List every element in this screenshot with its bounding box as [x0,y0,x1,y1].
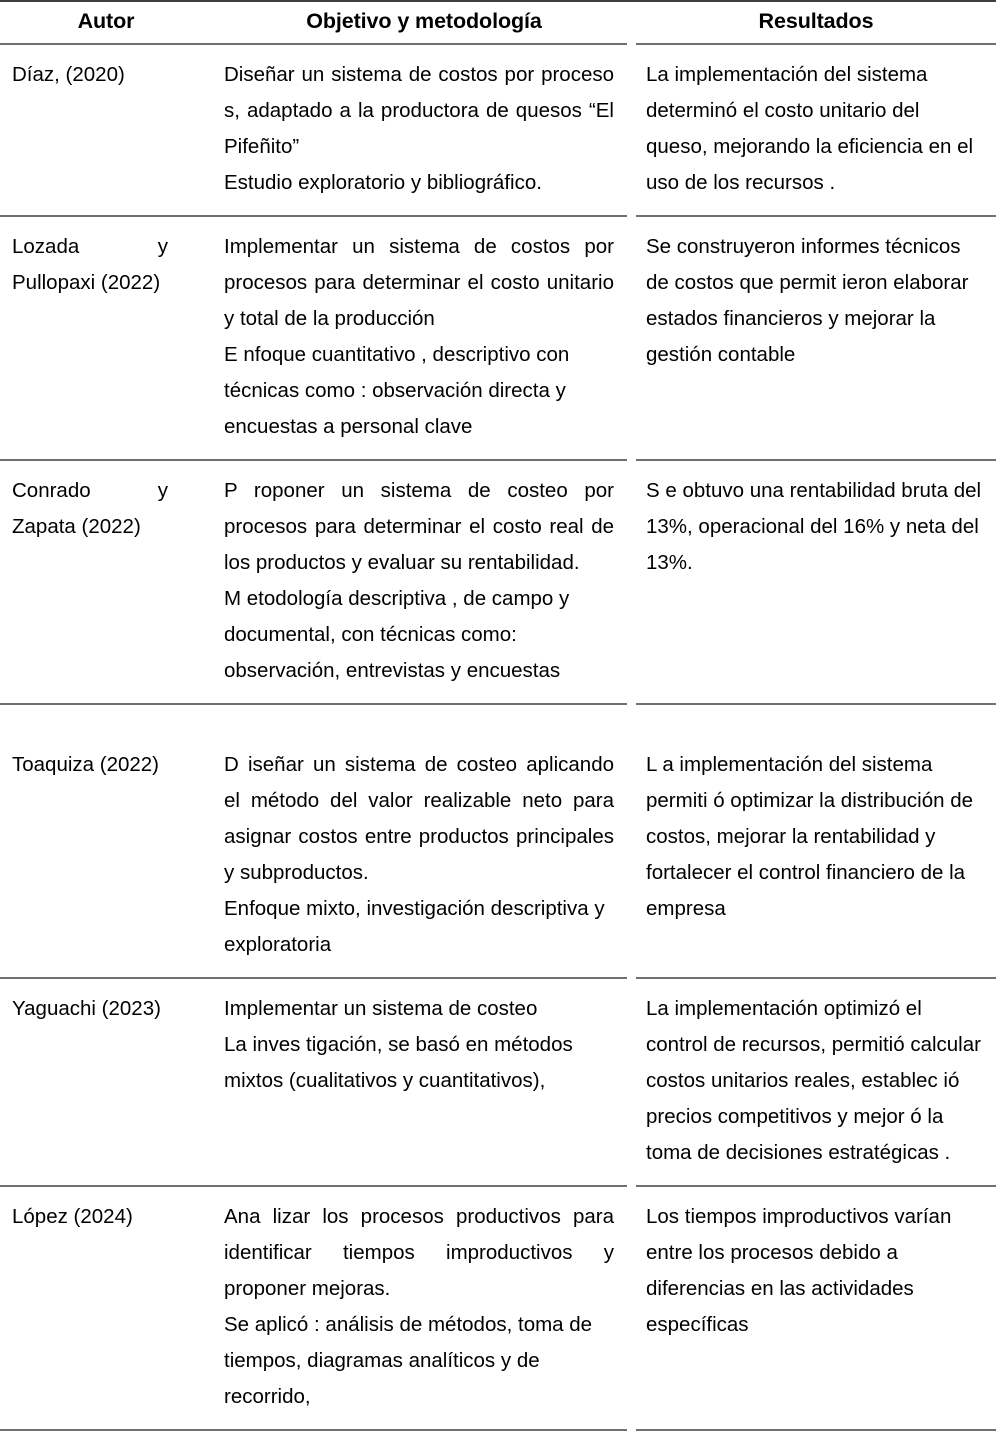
cell-author [0,460,212,704]
table-row [0,44,996,216]
table-row [0,978,996,1186]
results-text [636,45,996,215]
cell-author [0,704,212,978]
method-text [212,45,636,215]
author-text: Lozada y Pullopaxi (2022) [12,235,168,294]
cell-method [212,44,636,216]
method-paragraph: Se aplicó : análisis de métodos, toma de tiempos, diagramas analíticos y de recorrido, [224,1313,593,1408]
table-body [0,44,996,1430]
method-text [212,461,636,703]
results-paragraph: La implementación optimizó el control de recursos, permitió calcular costos unitarios reales, establec ió precios competitivos y mejor ó la toma de decisiones estratégicas . [646,997,981,1164]
cell-author [0,216,212,460]
results-paragraph: S e obtuvo una rentabilidad bruta del 13%, operacional del 16% y neta del 13%. [646,479,982,574]
author-text: López (2024) [12,1205,133,1228]
cell-method [212,216,636,460]
method-paragraph: D iseñar un sistema de costeo aplicando el método del valor realizable neto para asignar costos entre productos principales y subproductos. [224,753,614,884]
method-paragraph: Diseñar un sistema de costos por proceso s, adaptado a la productora de quesos “El Pifeñito” [224,63,614,158]
method-text [212,979,636,1113]
cell-method [212,460,636,704]
column-header-author: Autor [0,1,212,44]
method-text [212,217,636,459]
results-text [636,217,996,387]
column-header-results: Resultados [636,1,996,44]
cell-results [636,704,996,978]
author-text: Yaguachi (2023) [12,997,161,1020]
table-header-row [0,1,996,44]
table-row [0,460,996,704]
method-paragraph: Implementar un sistema de costos por procesos para determinar el costo unitario y total de la producción [224,235,614,330]
table-row [0,216,996,460]
author-text: Díaz, (2020) [12,63,125,86]
method-paragraph: La inves tigación, se basó en métodos mixtos (cualitativos y cuantitativos), [224,1033,573,1092]
cell-results [636,978,996,1186]
column-header-method: Objetivo y metodología [212,1,636,44]
method-paragraph: M etodología descriptiva , de campo y documental, con técnicas como: observación, entrevistas y encuestas [224,587,570,682]
results-paragraph: La implementación del sistema determinó el costo unitario del queso, mejorando la eficiencia en el uso de los recursos . [646,63,974,194]
cell-author [0,1186,212,1430]
results-text [636,461,996,595]
method-text [212,705,636,977]
results-text [636,979,996,1185]
cell-method [212,1186,636,1430]
cell-author [0,978,212,1186]
results-text [636,1187,996,1357]
method-paragraph: Ana lizar los procesos productivos para identificar tiempos improductivos y proponer mejoras. [224,1205,614,1300]
cell-method [212,704,636,978]
author-text: Conrado y Zapata (2022) [12,479,168,538]
results-text [636,705,996,941]
method-paragraph: P roponer un sistema de costeo por procesos para determinar el costo real de los productos y evaluar su rentabilidad. [224,479,614,574]
method-paragraph: Enfoque mixto, investigación descriptiva y exploratoria [224,897,605,956]
cell-results [636,216,996,460]
results-paragraph: Se construyeron informes técnicos de costos que permit ieron elaborar estados financieros y mejorar la gestión contable [646,235,969,366]
cell-results [636,44,996,216]
table-row [0,1186,996,1430]
results-paragraph: L a implementación del sistema permiti ó optimizar la distribución de costos, mejorar la rentabilidad y fortalecer el control financiero de la empresa [646,753,973,920]
cell-author [0,44,212,216]
table-row [0,704,996,978]
method-paragraph: E nfoque cuantitativo , descriptivo con técnicas como : observación directa y encuestas a personal clave [224,343,570,438]
method-paragraph: Estudio exploratorio y bibliográfico. [224,171,542,194]
results-paragraph: Los tiempos improductivos varían entre los procesos debido a diferencias en las actividades específicas [646,1205,952,1336]
cell-results [636,1186,996,1430]
cell-method [212,978,636,1186]
table-header [0,1,996,44]
method-paragraph: Implementar un sistema de costeo [224,997,538,1020]
cell-results [636,460,996,704]
author-text: Toaquiza (2022) [12,753,160,776]
method-text [212,1187,636,1429]
